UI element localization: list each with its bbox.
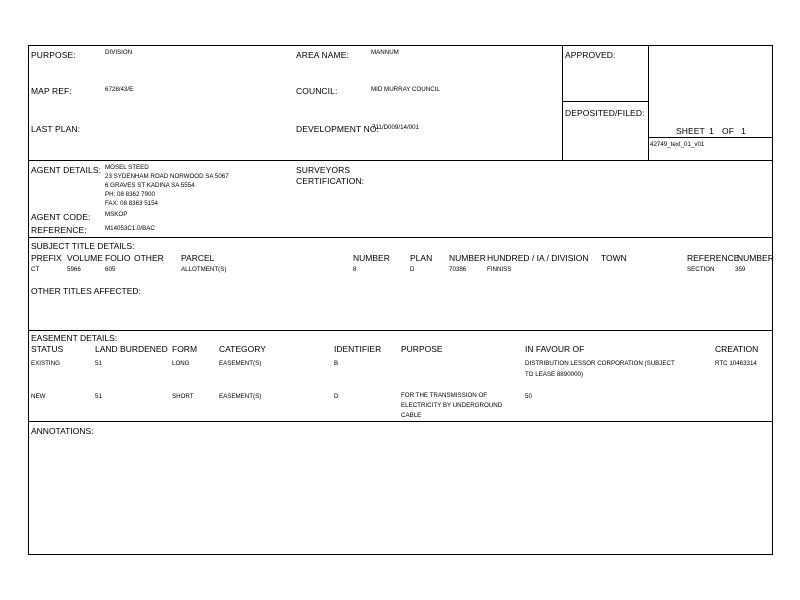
- subject-header-volume: VOLUME: [67, 253, 103, 263]
- easement-row2-purpose: [401, 391, 516, 421]
- easement-header-purpose: PURPOSE: [401, 344, 443, 354]
- sheet-bottom: [648, 137, 773, 138]
- subject-ref-number: 359: [735, 266, 746, 273]
- easement-row1-favour: [525, 358, 710, 380]
- subject-header-hundred: HUNDRED / IA / DIVISION: [487, 253, 589, 263]
- subject-folio: 605: [105, 266, 116, 273]
- subject-header-reference: REFERENCE: [687, 253, 740, 263]
- reference-label: REFERENCE:: [31, 225, 87, 235]
- subject-parcel: ALLOTMENT(S): [181, 266, 227, 273]
- subject-header-number2: NUMBER: [449, 253, 486, 263]
- subject-prefix: CT: [31, 266, 40, 273]
- easement-header-creation: CREATION: [715, 344, 759, 354]
- agent-name: MOSEL STEED: [105, 164, 149, 171]
- area-name-label: AREA NAME:: [296, 50, 349, 60]
- easement-row2-favour: 50: [525, 393, 532, 400]
- easement-row1-identifier: B: [334, 360, 339, 367]
- sheet-number: 1: [709, 126, 714, 136]
- easement-row2-category: EASEMENT(S): [219, 393, 262, 400]
- frame-left: [28, 45, 29, 555]
- subject-header-number: NUMBER: [353, 253, 390, 263]
- annotations-label: ANNOTATIONS:: [31, 426, 94, 436]
- easement-row1-status: EXISTING: [31, 360, 60, 367]
- easement-header-favour: IN FAVOUR OF: [525, 344, 585, 354]
- agent-details-label: AGENT DETAILS:: [31, 165, 102, 175]
- easement-header-identifier: IDENTIFIER: [334, 344, 382, 354]
- subject-separator: [28, 330, 773, 331]
- other-titles-label: OTHER TITLES AFFECTED:: [31, 286, 141, 296]
- map-ref-value: 6728/43/E: [105, 86, 134, 93]
- approval-box-divider: [648, 45, 649, 160]
- easement-header-form: FORM: [172, 344, 198, 354]
- purpose-label: PURPOSE:: [31, 50, 76, 60]
- easement-header-status: STATUS: [31, 344, 64, 354]
- approved-divider: [562, 45, 563, 160]
- frame-bottom: [28, 554, 773, 555]
- agent-code-label: AGENT CODE:: [31, 212, 91, 222]
- agent-address1: 23 SYDENHAM ROAD NORWOOD SA 5067: [105, 173, 229, 180]
- council-label: COUNCIL:: [296, 86, 338, 96]
- easement-row2-purpose-line2: ELECTRICITY BY UNDERGROUND: [401, 402, 503, 409]
- agent-phone: PH: 08 8362 7900: [105, 191, 155, 198]
- council-value: MID MURRAY COUNCIL: [371, 86, 440, 93]
- agent-address2: 6 GRAVES ST KADINA SA 5554: [105, 182, 195, 189]
- easement-row2-status: NEW: [31, 393, 46, 400]
- map-ref-label: MAP REF:: [31, 86, 72, 96]
- subject-reference: SECTION: [687, 266, 715, 273]
- reference-value: M14053C1.0/BAC: [105, 225, 155, 232]
- approved-bottom: [562, 101, 649, 102]
- easement-row2-identifier: D: [334, 393, 339, 400]
- subject-hundred: FINNISS: [487, 266, 512, 273]
- approved-label: APPROVED:: [565, 50, 616, 60]
- subject-number: 8: [353, 266, 357, 273]
- easement-row2-form: SHORT: [172, 393, 194, 400]
- subject-plan: D: [410, 266, 415, 273]
- file-ref: 42749_text_01_v01: [650, 141, 705, 148]
- subject-header-parcel: PARCEL: [181, 253, 215, 263]
- sheet-total: 1: [741, 126, 746, 136]
- subject-header-town: TOWN: [601, 253, 627, 263]
- subject-title-label: SUBJECT TITLE DETAILS:: [31, 241, 135, 251]
- easement-row1-form: LONG: [172, 360, 190, 367]
- agent-fax: FAX: 08 8363 5154: [105, 200, 158, 207]
- easement-row1-category: EASEMENT(S): [219, 360, 262, 367]
- development-no-label: DEVELOPMENT NO:: [296, 124, 380, 134]
- frame-top: [28, 45, 773, 46]
- frame-right: [772, 45, 773, 555]
- area-name-value: MANNUM: [371, 49, 399, 56]
- agent-address-block: [105, 163, 285, 208]
- easement-separator: [28, 421, 773, 422]
- subject-header-other: OTHER: [134, 253, 164, 263]
- subject-header-prefix: PREFIX: [31, 253, 62, 263]
- easement-row2-land: 51: [95, 393, 102, 400]
- certification-label: CERTIFICATION:: [296, 176, 365, 186]
- easement-row1-favour-line2: TO LEASE 8890000): [525, 371, 584, 378]
- easement-header-land: LAND BURDENED: [95, 344, 168, 354]
- subject-volume: 5966: [67, 266, 81, 273]
- easement-details-label: EASEMENT DETAILS:: [31, 333, 118, 343]
- subject-header-plan: PLAN: [410, 253, 433, 263]
- development-no-value: 711/D009/14/001: [372, 124, 420, 131]
- surveyors-label: SURVEYORS: [296, 165, 351, 175]
- header-separator: [28, 160, 773, 161]
- easement-row1-creation: RTC 10463314: [715, 360, 757, 367]
- last-plan-label: LAST PLAN:: [31, 124, 81, 134]
- easement-row1-favour-line1: DISTRIBUTION LESSOR CORPORATION (SUBJECT: [525, 360, 675, 367]
- easement-row2-purpose-line1: FOR THE TRANSMISSION OF: [401, 392, 488, 399]
- easement-row1-land: 51: [95, 360, 102, 367]
- purpose-value: DIVISION: [105, 49, 133, 56]
- sheet-label: SHEET: [676, 126, 705, 136]
- easement-row2-purpose-line3: CABLE: [401, 412, 422, 419]
- deposited-label: DEPOSITED/FILED:: [565, 108, 645, 118]
- subject-header-folio: FOLIO: [105, 253, 131, 263]
- agent-code-value: MSKOP: [105, 211, 128, 218]
- subject-header-ref-number: NUMBER: [737, 253, 774, 263]
- easement-header-category: CATEGORY: [219, 344, 266, 354]
- subject-number2: 70386: [449, 266, 467, 273]
- agent-separator: [28, 237, 773, 238]
- sheet-of: OF: [722, 126, 735, 136]
